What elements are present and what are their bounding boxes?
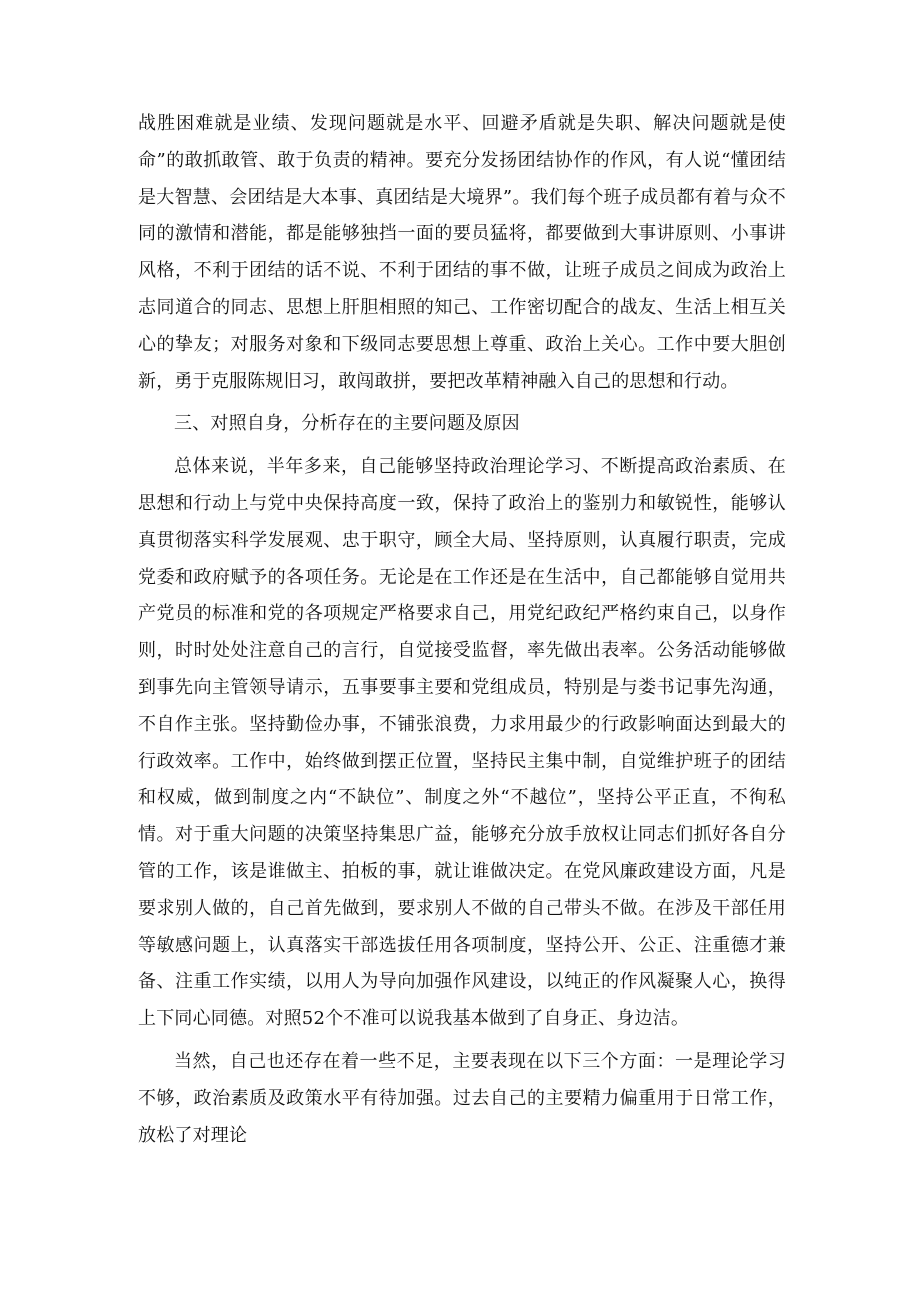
document-body (138, 106, 786, 1154)
paragraph-shortcomings: 当然，自己也还存在着一些不足，主要表现在以下三个方面：一是理论学习不够，政治素质及政策水平有待加强。过去自己的主要精力偏重用于日常工作，放松了对理论 (138, 1050, 786, 1146)
paragraph-continuation: 战胜困难就是业绩、发现问题就是水平、回避矛盾就是失职、解决问题就是使命”的敢抓敢管、敢于负责的精神。要充分发扬团结协作的作风，有人说“懂团结是大智慧、会团结是大本事、真团结是大境界”。我们每个班子成员都有着与众不同的激情和潜能，都是能够独挡一面的要员猛将，都要做到大事讲原则、小事讲风格，不利于团结的话不说、不利于团结的事不做，让班子成员之间成为政治上志同道合的同志、思想上肝胆相照的知己、工作密切配合的战友、生活上相互关心的挚友；对服务对象和下级同志要思想上尊重、政治上关心。工作中要大胆创新，勇于克服陈规旧习，敢闯敢拼，要把改革精神融入自己的思想和行动。 (138, 113, 786, 392)
section-heading: 三、对照自身，分析存在的主要问题及原因 (174, 413, 520, 435)
paragraph-summary: 总体来说，半年多来，自己能够坚持政治理论学习、不断提高政治素质、在思想和行动上与党中央保持高度一致，保持了政治上的鉴别力和敏锐性，能够认真贯彻落实科学发展观、忠于职守，顾全大局、坚持原则，认真履行职责，完成党委和政府赋予的各项任务。无论是在工作还是在生活中，自己都能够自觉用共产党员的标准和党的各项规定严格要求自己，用党纪政纪严格约束自己，以身作则，时时处处注意自己的言行，自觉接受监督，率先做出表率。公务活动能够做到事先向主管领导请示，五事要事主要和党组成员，特别是与娄书记事先沟通，不自作主张。坚持勤俭办事，不铺张浪费，力求用最少的行政影响面达到最大的行政效率。工作中，始终做到摆正位置，坚持民主集中制，自觉维护班子的团结和权威，做到制度之内“不缺位”、制度之外“不越位”，坚持公平正直，不徇私情。对于重大问题的决策坚持集思广益，能够充分放手放权让同志们抓好各自分管的工作，该是谁做主、拍板的事，就让谁做决定。在党风廉政建设方面，凡是要求别人做的，自己首先做到，要求别人不做的自己带头不做。在涉及干部任用等敏感问题上，认真落实干部选拔任用各项制度，坚持公开、公正、注重德才兼备、注重工作实绩，以用人为导向加强作风建设，以纯正的作风凝聚人心，换得上下同心同德。对照52个不准可以说我基本做到了自身正、身边洁。 (138, 456, 786, 1030)
